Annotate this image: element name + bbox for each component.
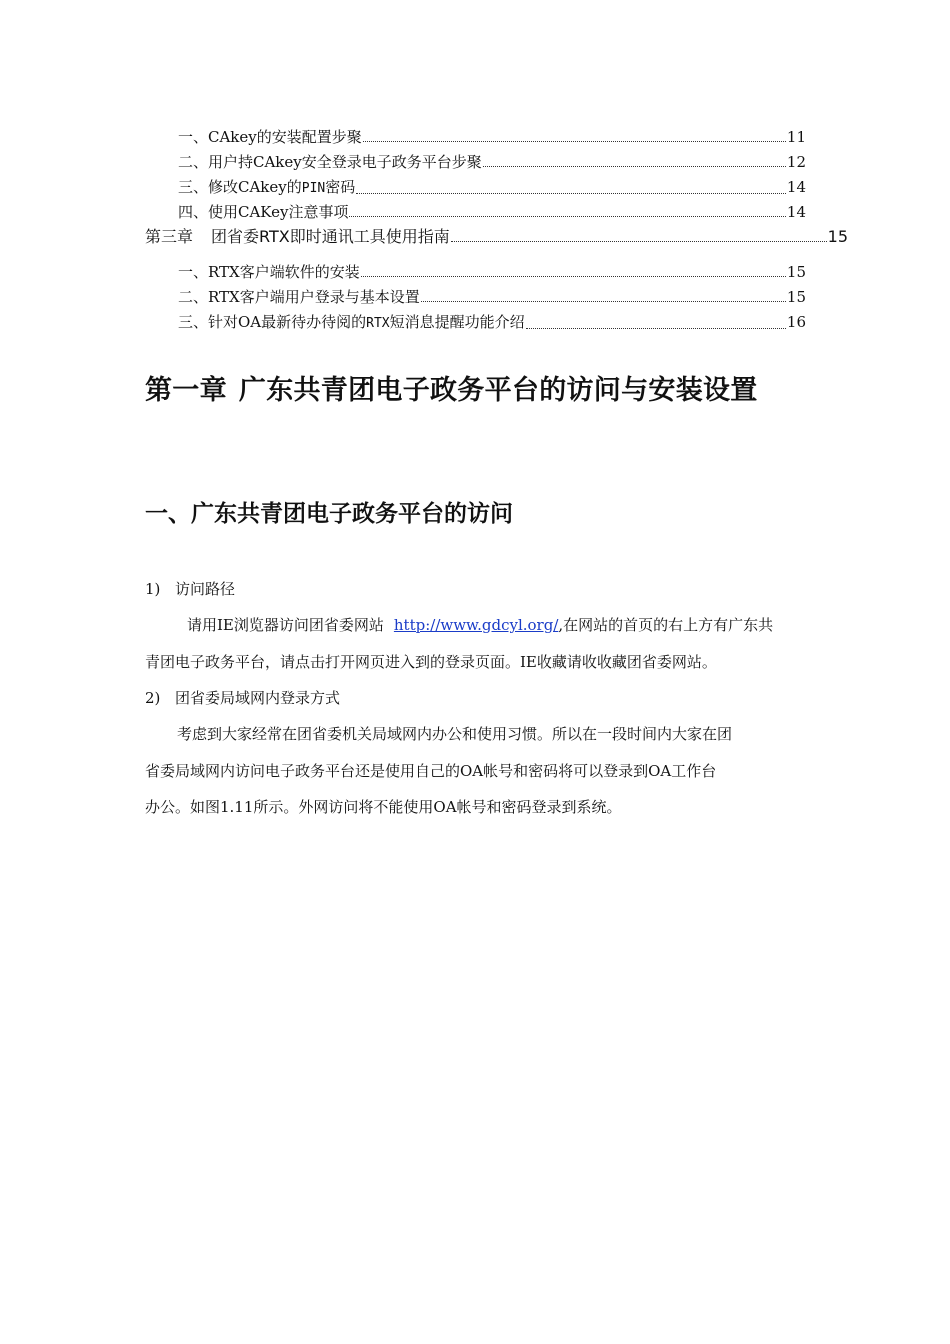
list-item-label: 团省委局域网内登录方式 [175,689,341,707]
toc-entry-page: 15 [786,263,806,281]
toc-leader [363,140,786,142]
toc-entry-title: 三、修改CAkey的PIN密码 [178,178,356,196]
toc-leader [451,240,827,242]
chapter-title: 广东共青团电子政务平台的访问与安装设置 [238,375,758,406]
toc-entry-page: 15 [827,227,848,246]
paragraph-line: 办公。如图1.11所示。外网访问将不能使用OA帐号和密码登录到系统。 [145,798,622,816]
section-heading: 一、广东共青团电子政务平台的访问 [145,501,513,527]
toc-leader [421,300,786,302]
toc-leader [526,327,786,329]
paragraph-line: 考虑到大家经常在团省委机关局域网内办公和使用习惯。所以在一段时间内大家在团 [177,725,733,743]
toc-entry[interactable] [178,287,806,307]
paragraph-line: 省委局域网内访问电子政务平台还是使用自己的OA帐号和密码将可以登录到OA工作台 [145,762,717,780]
toc-entry[interactable] [178,202,806,222]
paragraph-line: 请用IE浏览器访问团省委网站 http://www.gdcyl.org/,在网站的首页的右上方有广东共 [187,616,774,634]
toc-entry[interactable] [178,312,806,334]
toc-entry-title: 三、针对OA最新待办待阅的RTX短消息提醒功能介绍 [178,313,525,331]
toc-leader [349,215,785,217]
list-item-label: 访问路径 [175,580,236,598]
toc-entry-page: 16 [786,313,806,331]
toc-entry-title: 团省委RTX即时通讯工具使用指南 [211,227,450,246]
toc-entry-title: 二、用户持CAkey安全登录电子政务平台步聚 [178,153,482,171]
toc-entry-page: 14 [786,203,806,221]
toc-chapter-number: 第三章 [145,227,194,246]
toc-entry[interactable] [178,177,806,199]
chapter-heading [145,368,758,407]
toc-entry-title: 一、CAkey的安装配置步聚 [178,128,362,146]
list-item-number: 1) [145,580,161,598]
chapter-number: 第一章 [145,375,227,406]
toc-entry-title: 四、使用CAKey注意事项 [178,203,349,221]
toc-entry-title: 二、RTX客户端用户登录与基本设置 [178,288,420,306]
toc-entry[interactable] [178,262,806,282]
toc-leader [361,275,786,277]
list-item-number: 2) [145,689,161,707]
website-link[interactable]: http://www.gdcyl.org/ [393,616,559,634]
toc-entry-title: 一、RTX客户端软件的安装 [178,263,360,281]
toc-entry-page: 12 [786,153,806,171]
toc-chapter-entry[interactable] [145,227,848,247]
paragraph-line: 青团电子政务平台，请点击打开网页进入到的登录页面。IE收藏请收收藏团省委网站。 [145,653,717,671]
toc-entry-page: 14 [786,178,806,196]
toc-entry-page: 15 [786,288,806,306]
toc-entry[interactable] [178,127,806,147]
list-item [145,687,340,708]
list-item [145,578,235,599]
toc-entry-page: 11 [786,128,806,146]
toc-entry[interactable] [178,152,806,172]
toc-leader [483,165,786,167]
toc-leader [356,192,786,194]
